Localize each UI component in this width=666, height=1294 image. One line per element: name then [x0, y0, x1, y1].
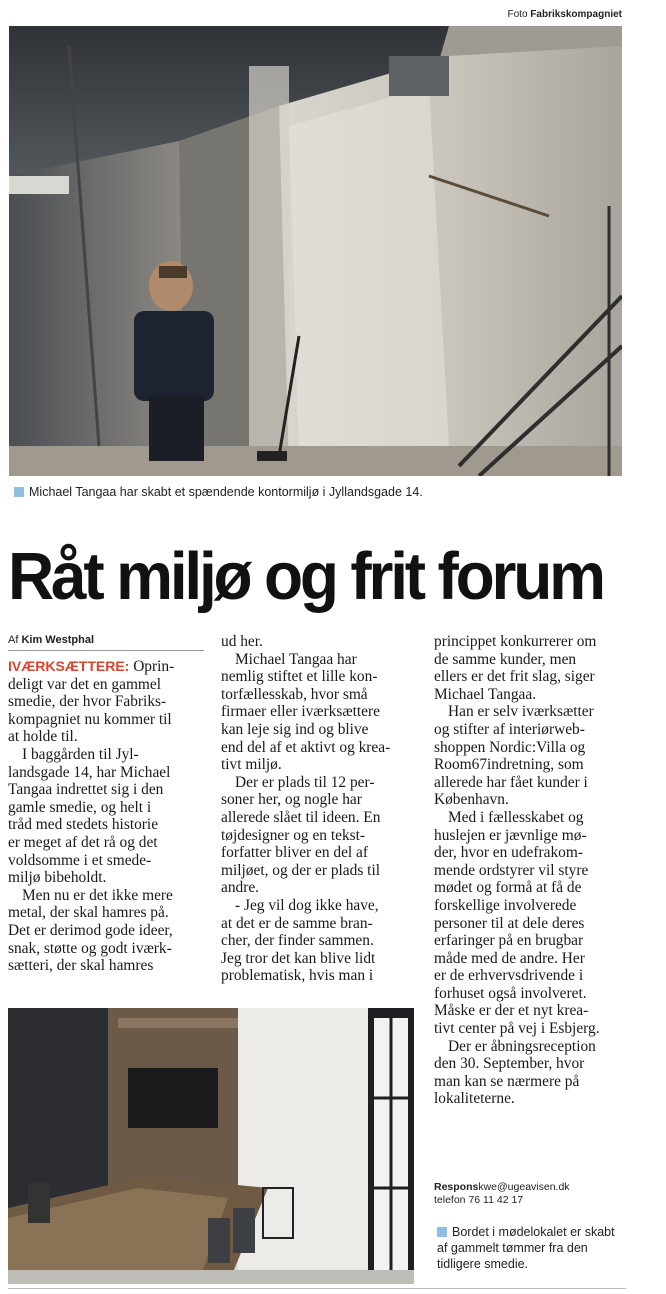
- text-line: forskellige involverede: [434, 896, 577, 914]
- workshop-interior-illustration: [9, 26, 622, 476]
- text-line: Room67indretning, som: [434, 756, 584, 774]
- text-line: - Jeg vil dog ikke have,: [235, 896, 379, 914]
- paragraph: [434, 1038, 634, 1108]
- paragraph: [8, 887, 208, 975]
- paragraph: [434, 809, 634, 1038]
- text-line: Michael Tangaa.: [434, 685, 537, 703]
- text-line: tivt miljø.: [221, 756, 282, 774]
- byline-author: Kim Westphal: [21, 634, 94, 646]
- photo-credit-name: Fabrikskompagniet: [530, 9, 622, 20]
- text-line: voldsomme i et smede-: [8, 851, 152, 869]
- contact-box: [434, 1181, 634, 1207]
- text-line: end del af et aktivt og krea-: [221, 738, 391, 756]
- text-line: firmaer eller iværksættere: [221, 703, 380, 721]
- text-line: Det er derimod gode ideer,: [8, 921, 173, 939]
- text-line: I baggården til Jyl-: [22, 745, 139, 763]
- text-line: tråd med stedets historie: [8, 816, 159, 834]
- text-line: smedie, der hvor Fabriks-: [8, 693, 167, 711]
- text-line: Måske er der et nyt krea-: [434, 1002, 589, 1020]
- text-line: soner her, og nogle har: [221, 791, 362, 809]
- text-line: den 30. September, hvor: [434, 1055, 585, 1073]
- bottom-photo-caption: [437, 1224, 637, 1272]
- bottom-caption-text: [437, 1225, 615, 1271]
- paragraph: [221, 774, 421, 897]
- text-line: snak, støtte og godt iværk-: [8, 939, 172, 957]
- text-line: Der er åbningsreception: [448, 1037, 596, 1055]
- text-line: Han er selv iværksætter: [448, 703, 594, 721]
- text-line: huslejen er jævnlige mø-: [434, 826, 587, 844]
- caption-marker-icon: [437, 1227, 447, 1237]
- text-line: miljøet, og der er plads til: [221, 861, 381, 879]
- text-line: man kan se nærmere på: [434, 1072, 580, 1090]
- text-line: de samme kunder, men: [434, 650, 577, 668]
- paragraph: [8, 658, 208, 746]
- text-line: Bordet i mødelokalet er skabt: [452, 1225, 615, 1239]
- text-line: måde med de andre. Her: [434, 949, 585, 967]
- text-line: allerede har fået kunder i: [434, 773, 588, 791]
- text-line: miljø bibeholdt.: [8, 869, 107, 887]
- text-line: andre.: [221, 879, 260, 897]
- paragraph: [434, 633, 634, 703]
- article-column-2: [221, 633, 421, 985]
- contact-phone: telefon 76 11 42 17: [434, 1194, 524, 1206]
- text-line: København.: [434, 791, 509, 809]
- text-line: at holde til.: [8, 728, 78, 746]
- text-line: gamle smedie, og helt i: [8, 798, 152, 816]
- text-line: kompagniet nu kommer til: [8, 710, 172, 728]
- byline: [8, 634, 204, 651]
- bottom-photo: [8, 1008, 414, 1284]
- top-photo-caption: [14, 484, 614, 500]
- text-line: landsgade 14, har Michael: [8, 763, 171, 781]
- text-line: allerede slået til ideen. En: [221, 808, 381, 826]
- text-line: sætteri, der skal hamres: [8, 957, 154, 975]
- top-photo: [9, 26, 622, 476]
- paragraph: [221, 897, 421, 985]
- text-line: Tangaa indrettet sig i den: [8, 781, 164, 799]
- text-line: tøjdesigner og en tekst-: [221, 826, 366, 844]
- text-line: er de erhvervsdrivende i: [434, 967, 584, 985]
- text-line: torfællesskab, hvor små: [221, 685, 368, 703]
- text-line: og stifter af interiørweb-: [434, 720, 585, 738]
- text-line: Oprin-: [129, 658, 175, 675]
- text-line: Men nu er det ikke mere: [22, 886, 173, 904]
- text-line: mende ordstyrer vil styre: [434, 861, 589, 879]
- text-line: problematisk, hvis man i: [221, 967, 374, 985]
- contact-label: Respons: [434, 1181, 479, 1193]
- headline: Råt miljø og frit forum: [8, 538, 603, 614]
- text-line: ud her.: [221, 633, 263, 650]
- paragraph: [434, 703, 634, 809]
- text-line: Med i fællesskabet og: [448, 808, 584, 826]
- text-line: deligt var det en gammel: [8, 675, 161, 693]
- text-line: princippet konkurrerer om: [434, 633, 597, 650]
- photo-credit-prefix: Foto: [507, 9, 528, 20]
- text-line: ellers er det frit slag, siger: [434, 668, 595, 686]
- text-line: metal, der skal hamres på.: [8, 904, 169, 922]
- text-line: mødet og formå at få de: [434, 879, 582, 897]
- text-line: cher, der finder sammen.: [221, 932, 374, 950]
- text-line: kan leje sig ind og blive: [221, 720, 369, 738]
- text-line: forhuset også involveret.: [434, 984, 587, 1002]
- text-line: Der er plads til 12 per-: [235, 773, 375, 791]
- text-line: forfatter bliver en del af: [221, 844, 368, 862]
- text-line: erfaringer på en brugbar: [434, 932, 584, 950]
- text-line: Jeg tror det kan blive lidt: [221, 949, 376, 967]
- text-line: er meget af det rå og det: [8, 833, 158, 851]
- article-column-3: [434, 633, 634, 1108]
- article-column-1: [8, 658, 208, 975]
- caption-marker-icon: [14, 487, 24, 497]
- text-line: at det er de samme bran-: [221, 914, 373, 932]
- top-caption-text: Michael Tangaa har skabt et spændende kontormiljø i Jyllandsgade 14.: [29, 485, 423, 499]
- paragraph: [221, 651, 421, 774]
- contact-email: kwe@ugeavisen.dk: [478, 1181, 570, 1193]
- text-line: shoppen Nordic:Villa og: [434, 738, 586, 756]
- contact-response: [434, 1181, 634, 1194]
- text-line: Michael Tangaa har: [235, 650, 357, 668]
- text-line: der, hvor en udefrakom-: [434, 844, 583, 862]
- meeting-room-illustration: [8, 1008, 414, 1284]
- byline-prefix: Af: [8, 634, 19, 646]
- text-line: af gammelt tømmer fra den: [437, 1241, 588, 1255]
- photo-credit: [508, 9, 623, 20]
- paragraph: [221, 633, 421, 651]
- text-line: personer til at dele deres: [434, 914, 585, 932]
- paragraph: [8, 746, 208, 887]
- text-line: lokaliteterne.: [434, 1090, 515, 1108]
- bottom-divider: [8, 1288, 626, 1289]
- text-line: nemlig stiftet et lille kon-: [221, 668, 378, 686]
- kicker: IVÆRKSÆTTERE:: [8, 658, 130, 674]
- text-line: tidligere smedie.: [437, 1257, 529, 1271]
- text-line: tivt center på vej i Esbjerg.: [434, 1020, 600, 1038]
